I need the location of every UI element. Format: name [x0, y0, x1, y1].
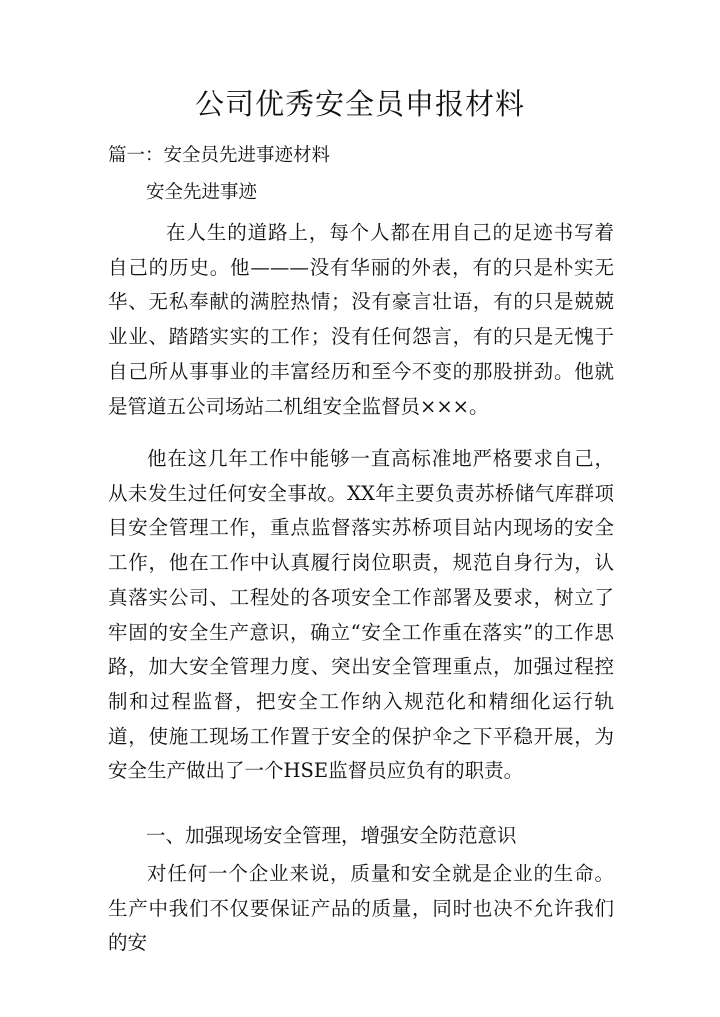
paragraph-quality-safety: 对任何一个企业来说，质量和安全就是企业的生命。生产中我们不仅要保证产品的质量，同时也决不允许我们的安: [108, 862, 614, 955]
section-subtitle: 安全先进事迹: [146, 182, 258, 203]
chapter-heading: 篇一：安全员先进事迹材料: [108, 145, 331, 166]
paragraph-achievements: 他在这几年工作中能够一直高标准地严格要求自己，从未发生过任何安全事故。XX年主要负责苏桥储气库群项目安全管理工作，重点监督落实苏桥项目站内现场的安全工作，他在工作中认真履行岗位职责，规范自身行为，认真落实公司、工程处的各项安全工作部署及要求，树立了牢固的安全生产意识，确立“安全工作重在落实”的工作思路，加大安全管理力度、突出安全管理重点，加强过程控制和过程监督，把安全工作纳入规范化和精细化运行轨道，使施工现场工作置于安全的保护伞之下平稳开展，为安全生产做出了一个HSE监督员应负有的职责。: [108, 447, 614, 783]
document-title: 公司优秀安全员申报材料: [194, 87, 525, 121]
section-heading-safety-management: 一、加强现场安全管理，增强安全防范意识: [146, 824, 517, 847]
paragraph-intro: 在人生的道路上，每个人都在用自己的足迹书写着自己的历史。他———没有华丽的外表，有的只是朴实无华、无私奉献的满腔热情；没有豪言壮语，有的只是兢兢业业、踏踏实实的工作；没有任何怨言，有的只是无愧于自己所从事事业的丰富经历和至今不变的那股拼劲。他就是管道五公司场站二机组安全监督员×××。: [108, 221, 614, 418]
